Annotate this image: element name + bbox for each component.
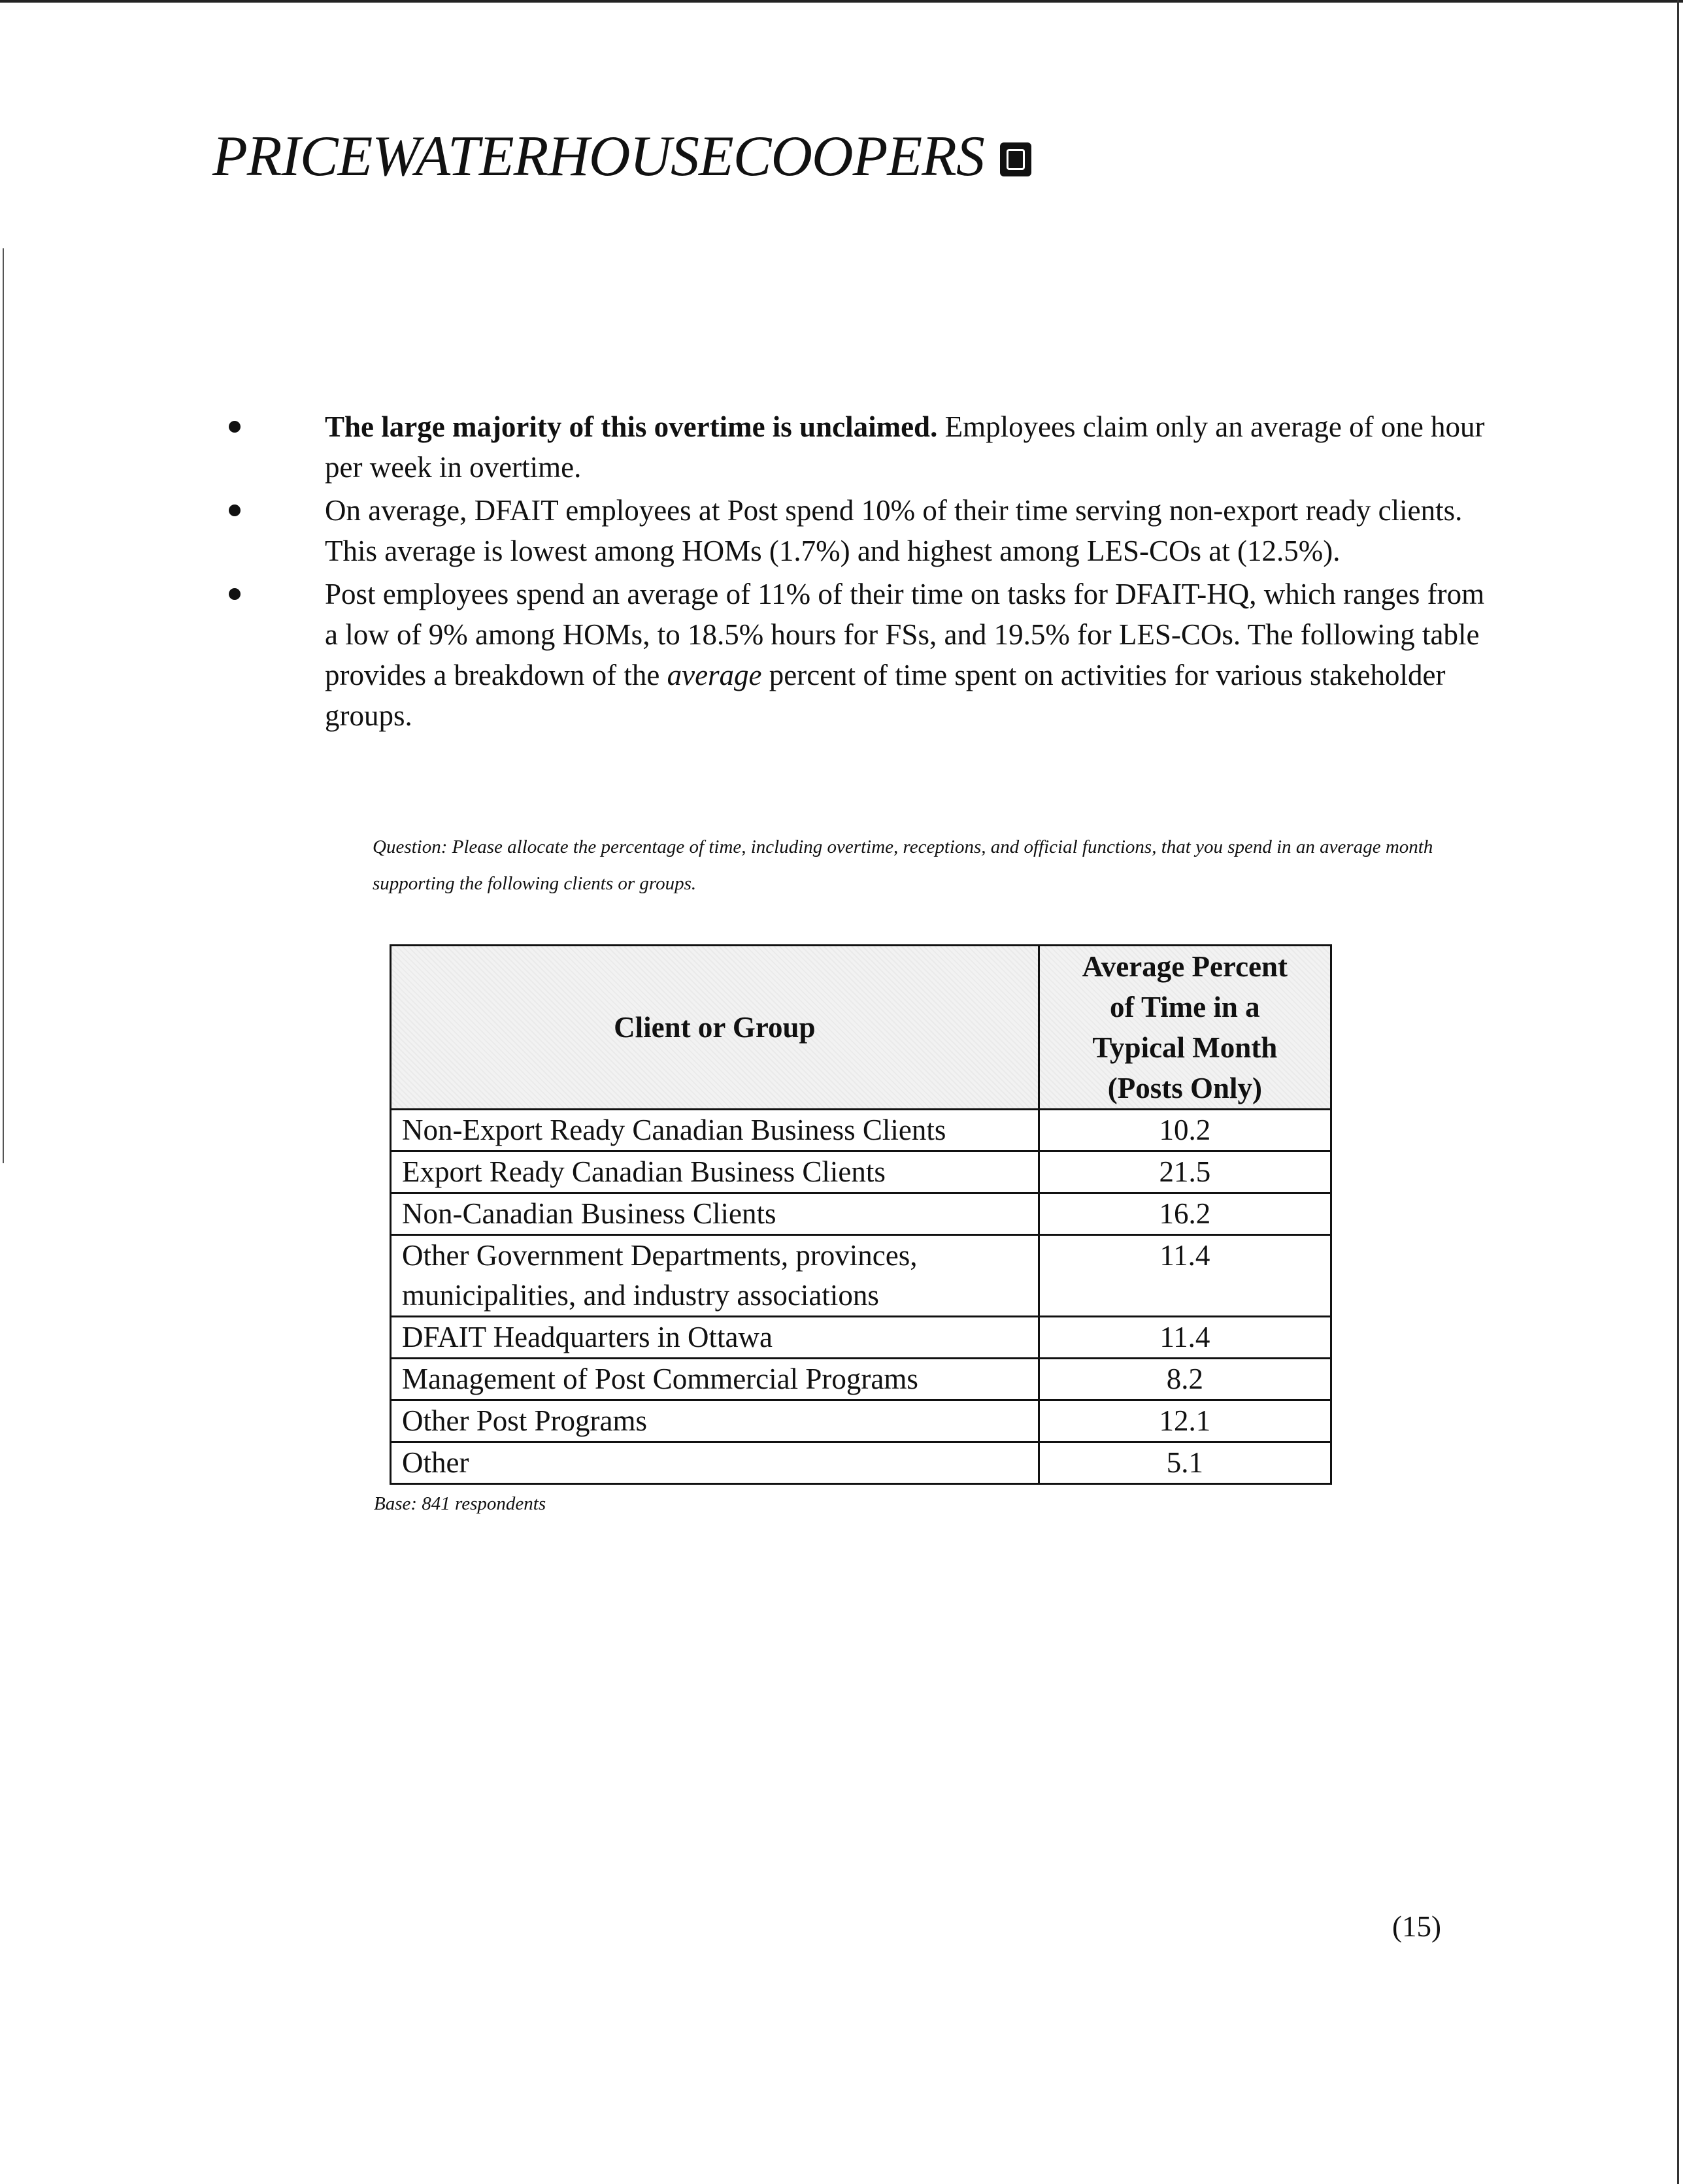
cell-value: 5.1: [1039, 1442, 1331, 1484]
bullet-dot-icon: [229, 421, 241, 433]
bullet-text: Post employees spend an average of 11% of their time on tasks for DFAIT-HQ, which ranges from a low of 9% among HOMs, to 18.5% hours for FSs, and 19.5% for LES-COs. The following table provides a breakdown of the: [325, 578, 1485, 691]
cell-group: Other Government Departments, provinces, municipalities, and industry associations: [391, 1235, 1039, 1317]
table-row: [391, 1110, 1331, 1151]
table-row: [391, 1359, 1331, 1400]
table-row: [391, 1442, 1331, 1484]
cell-group: DFAIT Headquarters in Ottawa: [391, 1317, 1039, 1359]
bullet-bold-lead: The large majority of this overtime is unclaimed.: [325, 410, 938, 443]
header-percent-line: Typical Month: [1092, 1031, 1278, 1064]
cell-value: 16.2: [1039, 1193, 1331, 1235]
table-row: [391, 1400, 1331, 1442]
bullet-dot-icon: [229, 505, 241, 516]
header-percent-line: (Posts Only): [1107, 1072, 1262, 1104]
page-edge-top: [0, 0, 1683, 3]
table-row: [391, 1193, 1331, 1235]
page-number: (15): [1392, 1910, 1441, 1943]
table-row: [391, 1317, 1331, 1359]
header-average-percent: [1039, 946, 1331, 1110]
bullet-dot-icon: [229, 588, 241, 600]
cell-value: 11.4: [1039, 1235, 1331, 1317]
page-edge-right: [1677, 0, 1679, 2184]
cell-value: 8.2: [1039, 1359, 1331, 1400]
company-logo: [212, 111, 1031, 203]
cell-group: Non-Canadian Business Clients: [391, 1193, 1039, 1235]
header-percent-line: of Time in a: [1110, 991, 1260, 1023]
logo-emblem-icon: [1000, 142, 1031, 176]
bullet-item-overtime: [222, 406, 1490, 488]
cell-value: 21.5: [1039, 1151, 1331, 1193]
header-client-group: Client or Group: [391, 946, 1039, 1110]
cell-group: Non-Export Ready Canadian Business Clients: [391, 1110, 1039, 1151]
cell-group: Other: [391, 1442, 1039, 1484]
cell-value: 12.1: [1039, 1400, 1331, 1442]
survey-question: Question: Please allocate the percentage of time, including overtime, receptions, and official functions, that you spend in an average month supporting the following clients or groups.: [373, 836, 1433, 894]
cell-value: 10.2: [1039, 1110, 1331, 1151]
bullet-item-dfait-hq: [222, 574, 1490, 736]
table-header-row: [391, 946, 1331, 1110]
bullet-item-non-export: [222, 490, 1490, 571]
time-allocation-table: [390, 944, 1332, 1485]
bullet-text: Employees claim only an average of one hour per week in overtime.: [325, 410, 1485, 484]
table-row: [391, 1235, 1331, 1317]
cell-value: 11.4: [1039, 1317, 1331, 1359]
logo-wordmark: PRICEWATERHOUSECOOPERS: [212, 125, 984, 188]
cell-group: Export Ready Canadian Business Clients: [391, 1151, 1039, 1193]
cell-group: Other Post Programs: [391, 1400, 1039, 1442]
bullet-text: On average, DFAIT employees at Post spend 10% of their time serving non-export ready clients. This average is lowest among HOMs (1.7%) and highest among LES-COs at (12.5%).: [325, 494, 1463, 567]
page-edge-left: [3, 248, 4, 1163]
header-percent-line: Average Percent: [1082, 950, 1288, 983]
table-row: [391, 1151, 1331, 1193]
bullet-list: [222, 406, 1490, 738]
bullet-text-after: percent of time spent on activities for various stakeholder groups.: [325, 659, 1446, 732]
cell-group: Management of Post Commercial Programs: [391, 1359, 1039, 1400]
base-respondents-note: Base: 841 respondents: [374, 1493, 546, 1514]
bullet-italic-word: average: [667, 659, 762, 691]
